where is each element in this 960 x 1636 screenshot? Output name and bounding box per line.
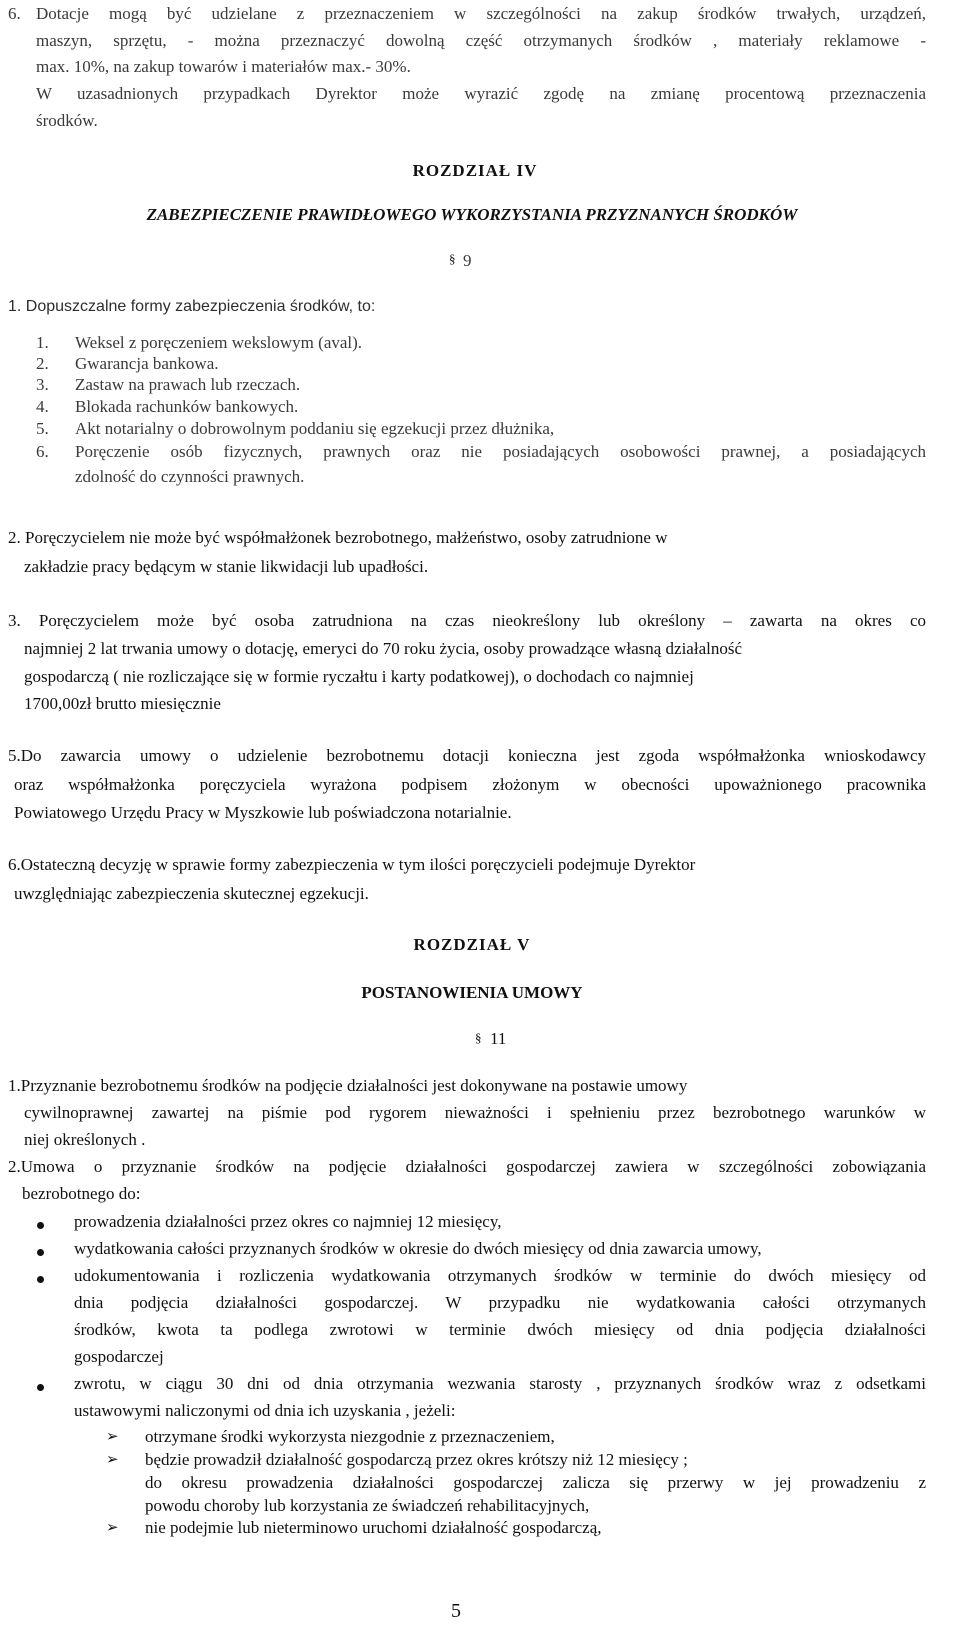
list-item-text-continued: zdolność do czynności prawnych. [75, 467, 305, 486]
forms-intro: 1. Dopuszczalne formy zabezpieczenia środków, to: [8, 298, 376, 315]
list-item: udokumentowania i rozliczenia wydatkowania otrzymanych środków w terminie do dwóch miesięcy od [74, 1266, 926, 1285]
list-item: wydatkowania całości przyznanych środków w okresie do dwóch miesięcy od dnia zawarcia umowy, [74, 1239, 762, 1258]
list-item-number: 2. [36, 354, 49, 373]
list-item-text: Blokada rachunków bankowych. [75, 397, 299, 416]
list-item-text: Akt notarialny o dobrowolnym poddaniu się egzekucji przez dłużnika, [75, 419, 555, 438]
section-mark-icon: § [475, 1030, 482, 1045]
list-item: będzie prowadził działalność gospodarczą przez okres krótszy niż 12 miesięcy ; [145, 1450, 688, 1469]
arrow-bullet-icon: ➢ [106, 1518, 119, 1536]
section-number: 11 [490, 1029, 507, 1048]
list-item: nie podejmie lub nieterminowo uruchomi działalność gospodarczą, [145, 1518, 602, 1537]
paragraph-number: 6. [8, 4, 21, 23]
list-item-number: 3. [36, 375, 49, 394]
paragraph-2-line: 2. Poręczycielem nie może być współmałżonek bezrobotnego, małżeństwo, osoby zatrudnione w [8, 528, 668, 547]
paragraph-6-line: środków. [36, 111, 98, 130]
section-mark-icon: § [449, 251, 456, 266]
list-item-text: Gwarancja bankowa. [75, 354, 219, 373]
bullet-icon [37, 1276, 44, 1283]
list-item-text: Weksel z poręczeniem wekslowym (aval). [75, 333, 363, 352]
paragraph-5-line: 5.Do zawarcia umowy o udzielenie bezrobotnemu dotacji konieczna jest zgoda współmałżonka wnioskodawcy [8, 746, 926, 765]
paragraph-6-line: maszyn, sprzętu, - można przeznaczyć dowolną część otrzymanych środków , materiały reklamowe - [36, 31, 926, 50]
agreement-2-line: bezrobotnego do: [22, 1184, 141, 1203]
paragraph-3-line: najmniej 2 lat trwania umowy o dotację, emeryci do 70 roku życia, osoby prowadzące własną działalność [24, 639, 743, 658]
list-item-text: Zastaw na prawach lub rzeczach. [75, 375, 301, 394]
chapter-5-heading: ROZDZIAŁ V [413, 935, 531, 954]
paragraph-6-line: W uzasadnionych przypadkach Dyrektor może wyrazić zgodę na zmianę procentową przeznaczenia [36, 84, 926, 103]
list-item-continued: do okresu prowadzenia działalności gospodarczej zalicza się przerwy w jej prowadzeniu z [145, 1473, 926, 1492]
chapter-5-subheading: POSTANOWIENIA UMOWY [361, 983, 583, 1002]
list-item-continued: gospodarczej [74, 1347, 164, 1366]
list-item-continued: dnia podjęcia działalności gospodarczej. W przypadku nie wydatkowania całości otrzymanych [74, 1293, 926, 1312]
paragraph-3-line: 3. Poręczycielem może być osoba zatrudniona na czas nieokreślony lub określony – zawarta na okres co [8, 611, 926, 630]
list-item-continued: powodu choroby lub korzystania ze świadczeń rehabilitacyjnych, [145, 1496, 590, 1515]
section-number: 9 [463, 251, 472, 270]
bullet-icon [37, 1249, 44, 1256]
chapter-4-subheading: ZABEZPIECZENIE PRAWIDŁOWEGO WYKORZYSTANIA PRZYZNANYCH ŚRODKÓW [146, 205, 798, 224]
bullet-icon [37, 1222, 44, 1229]
agreement-2-line: 2.Umowa o przyznanie środków na podjęcie działalności gospodarczej zawiera w szczególności zobowiązania [8, 1157, 926, 1176]
bullet-icon [37, 1384, 44, 1391]
list-item-number: 4. [36, 397, 49, 416]
paragraph-6-line: Dotacje mogą być udzielane z przeznaczeniem w szczególności na zakup środków trwałych, urządzeń, [36, 4, 926, 23]
list-item: otrzymane środki wykorzysta niezgodnie z przeznaczeniem, [145, 1427, 555, 1446]
list-item-number: 5. [36, 419, 49, 438]
paragraph-3-line: 1700,00zł brutto miesięcznie [24, 694, 221, 713]
list-item-number: 1. [36, 333, 49, 352]
list-item-number: 6. [36, 442, 49, 461]
paragraph-6-line: max. 10%, na zakup towarów i materiałów max.- 30%. [36, 57, 411, 76]
chapter-4-heading: ROZDZIAŁ IV [412, 161, 538, 180]
paragraph-5-line: Powiatowego Urzędu Pracy w Myszkowie lub poświadczona notarialnie. [14, 803, 512, 822]
list-item-text: Poręczenie osób fizycznych, prawnych oraz nie posiadających osobowości prawnej, a posiadających [75, 442, 926, 461]
list-item: prowadzenia działalności przez okres co najmniej 12 miesięcy, [74, 1212, 502, 1231]
list-item-continued: ustawowymi naliczonymi od dnia ich uzyskania , jeżeli: [74, 1401, 456, 1420]
paragraph-5-line: oraz współmałżonka poręczyciela wyrażona podpisem złożonym w obecności upoważnionego pracownika [14, 775, 926, 794]
agreement-1-line: 1.Przyznanie bezrobotnemu środków na podjęcie działalności jest dokonywane na postawie umowy [8, 1076, 688, 1095]
page-number: 5 [451, 1600, 461, 1622]
agreement-1-line: cywilnoprawnej zawartej na piśmie pod rygorem nieważności i spełnieniu przez bezrobotnego warunków w [24, 1103, 926, 1122]
agreement-1-line: niej określonych . [24, 1130, 146, 1149]
arrow-bullet-icon: ➢ [106, 1427, 119, 1445]
paragraph-6b-line: uwzględniając zabezpieczenia skutecznej egzekucji. [14, 884, 369, 903]
arrow-bullet-icon: ➢ [106, 1450, 119, 1468]
paragraph-2-line: zakładzie pracy będącym w stanie likwidacji lub upadłości. [24, 557, 429, 576]
paragraph-6b-line: 6.Ostateczną decyzję w sprawie formy zabezpieczenia w tym ilości poręczycieli podejmuje Dyrektor [8, 855, 696, 874]
list-item-continued: środków, kwota ta podlega zwrotowi w terminie dwóch miesięcy od dnia podjęcia działalności [74, 1320, 926, 1339]
paragraph-3-line: gospodarczą ( nie rozliczające się w formie ryczałtu i karty podatkowej), o dochodach co najmniej [24, 667, 694, 686]
list-item: zwrotu, w ciągu 30 dni od dnia otrzymania wezwania starosty , przyznanych środków wraz z odsetkami [74, 1374, 926, 1393]
